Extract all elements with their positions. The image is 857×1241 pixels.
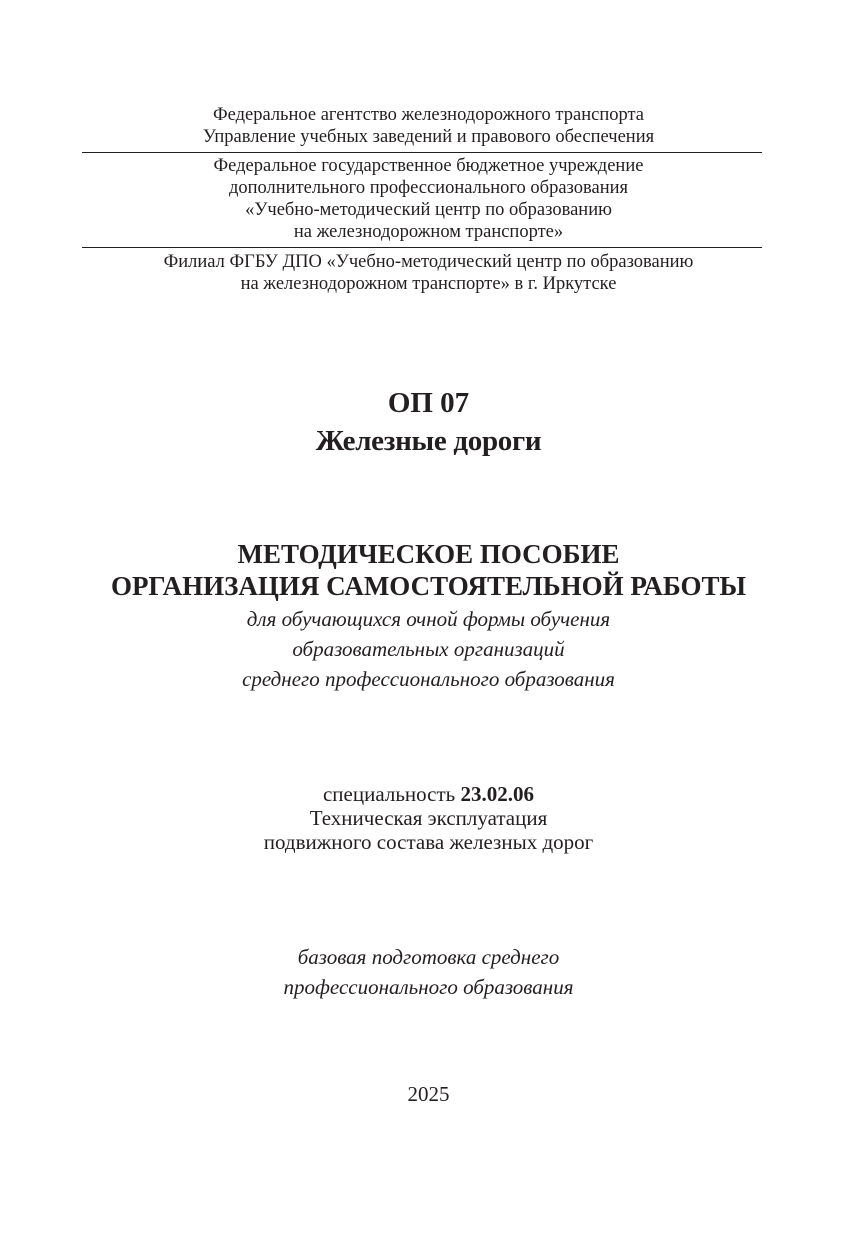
specialty-line [0,782,857,806]
specialty-block [0,782,857,854]
institution-line-1: Федеральное государственное бюджетное учреждение [213,156,644,176]
specialty-name-line-2: подвижного состава железных дорог [263,830,594,854]
header-divider-1 [82,152,762,153]
institution-block [0,155,857,243]
agency-block [0,104,857,148]
institution-line-3: «Учебно-методический центр по образованию [245,200,612,220]
branch-line-1: Филиал ФГБУ ДПО «Учебно-методический центр по образованию [163,252,694,272]
audience-line-2: образовательных организаций [292,637,565,661]
agency-line-2: Управление учебных заведений и правового обеспечения [202,127,655,147]
institution-line-2: дополнительного профессионального образования [228,178,629,198]
specialty-name-line-1: Техническая эксплуатация [309,806,548,830]
training-level-line-2: профессионального образования [283,975,574,999]
institution-line-4: на железнодорожном транспорте» [293,222,564,242]
manual-title-line-2: ОРГАНИЗАЦИЯ САМОСТОЯТЕЛЬНОЙ РАБОТЫ [110,571,747,601]
branch-block [0,251,857,295]
manual-title-line-1: МЕТОДИЧЕСКОЕ ПОСОБИЕ [237,539,620,569]
manual-title [0,538,857,602]
specialty-code: 23.02.06 [460,782,534,806]
discipline-code: ОП 07 [387,387,470,419]
audience-line-3: среднего профессионального образования [242,667,615,691]
publication-year: 2025 [407,1082,450,1106]
discipline-block [0,384,857,460]
audience-line-1: для обучающихся очной формы обучения [246,607,611,631]
training-level-line-1: базовая подготовка среднего [297,945,560,969]
training-level-block [0,942,857,1002]
branch-line-2: на железнодорожном транспорте» в г. Иркутске [240,274,617,294]
audience-block [0,604,857,694]
header-divider-2 [82,247,762,248]
discipline-name: Железные дороги [315,425,542,457]
agency-line-1: Федеральное агентство железнодорожного транспорта [212,105,644,125]
specialty-label: специальность [322,782,461,806]
